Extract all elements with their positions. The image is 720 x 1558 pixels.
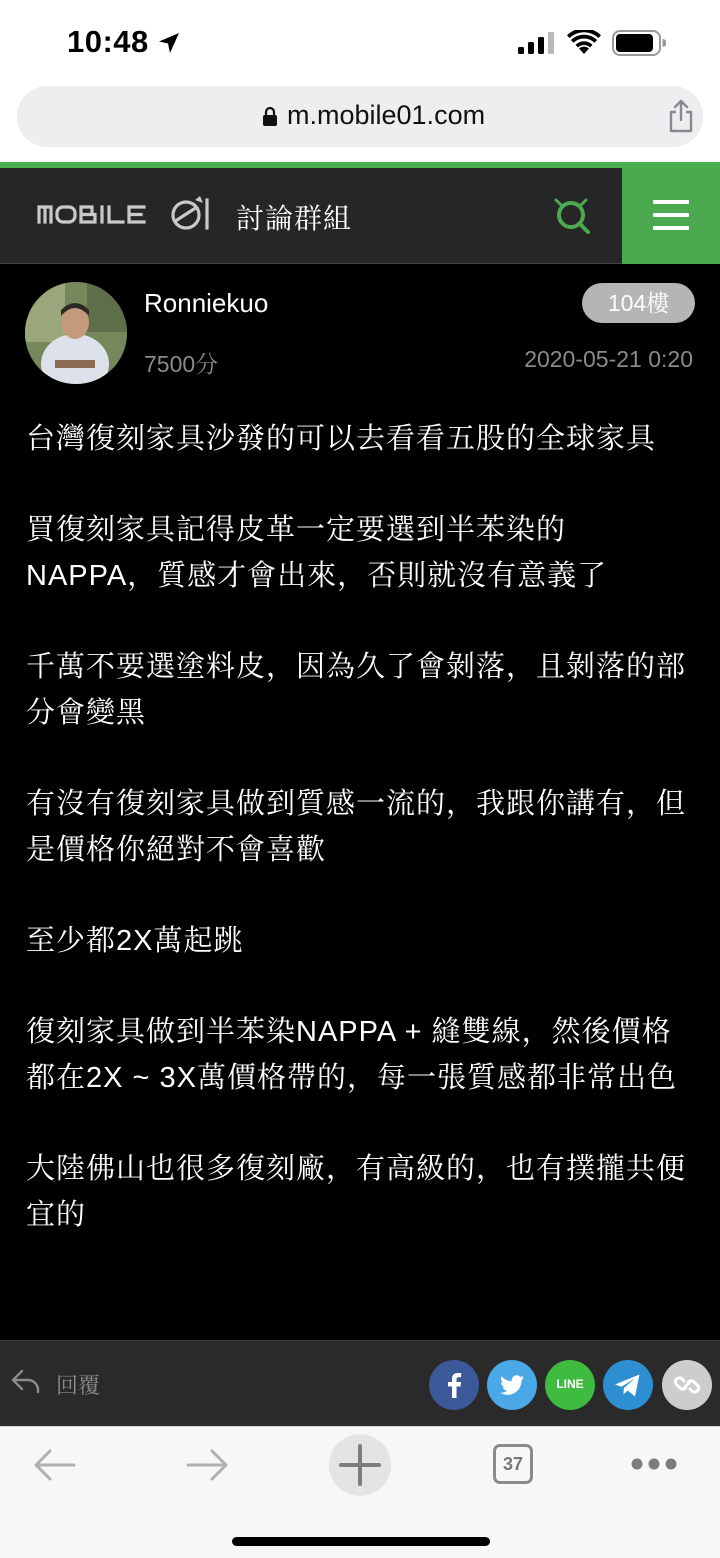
post-date: 2020-05-21 0:20: [524, 346, 693, 372]
reply-icon[interactable]: [10, 1367, 42, 1395]
post: [0, 264, 720, 1340]
home-indicator[interactable]: [232, 1537, 490, 1546]
floor-badge[interactable]: 104樓: [582, 283, 695, 323]
username[interactable]: Ronniekuo: [144, 288, 269, 318]
copy-link-button[interactable]: [662, 1360, 712, 1410]
tabs-button[interactable]: [493, 1444, 533, 1484]
cellular-signal-icon: [518, 32, 556, 54]
tab-count: 37: [502, 1454, 524, 1474]
post-paragraph: 至少都2X萬起跳: [26, 925, 244, 957]
share-icon[interactable]: [667, 99, 695, 133]
lock-icon: [262, 106, 278, 127]
facebook-icon: [429, 1360, 479, 1410]
post-content: [26, 416, 696, 1283]
location-arrow-icon: [157, 31, 181, 55]
twitter-share-button[interactable]: [487, 1360, 537, 1410]
menu-button[interactable]: [622, 168, 720, 264]
forward-arrow-icon[interactable]: [184, 1447, 230, 1483]
search-icon[interactable]: [548, 192, 596, 240]
post-action-bar: [0, 1340, 720, 1426]
twitter-icon: [487, 1360, 537, 1410]
facebook-share-button[interactable]: [429, 1360, 479, 1410]
avatar[interactable]: [25, 282, 127, 384]
avatar-image: [25, 282, 127, 384]
telegram-share-button[interactable]: [603, 1360, 653, 1410]
line-share-button[interactable]: [545, 1360, 595, 1410]
link-icon: [662, 1360, 712, 1410]
status-time: 10:48: [67, 24, 149, 59]
post-paragraph: 千萬不要選塗料皮，因為久了會剝落，且剝落的部分會變黑: [26, 651, 687, 729]
reply-button[interactable]: 回覆: [56, 1373, 101, 1398]
post-paragraph: 買復刻家具記得皮革一定要選到半苯染的NAPPA，質感才會出來，否則就沒有意義了: [26, 514, 608, 592]
wifi-icon: [567, 30, 601, 55]
plus-icon: [329, 1434, 391, 1496]
menu-line: [653, 200, 689, 204]
post-paragraph: 有沒有復刻家具做到質感一流的，我跟你講有，但是價格你絕對不會喜歡: [26, 788, 687, 866]
telegram-icon: [603, 1360, 653, 1410]
menu-line: [653, 213, 689, 217]
site-header: [0, 168, 720, 264]
browser-toolbar: [0, 1426, 720, 1558]
post-paragraph: 大陸佛山也很多復刻廠，有高級的，也有撲攏共便宜的: [26, 1153, 687, 1231]
user-score: 7500分: [144, 351, 219, 377]
mobile01-logo[interactable]: [37, 194, 215, 234]
post-paragraph: 復刻家具做到半苯染NAPPA + 縫雙線，然後價格都在2X ~ 3X萬價格帶的，每一張質感都非常出色: [26, 1016, 677, 1094]
line-icon: LINE: [556, 1377, 584, 1391]
more-options-icon[interactable]: [630, 1457, 678, 1471]
back-arrow-icon[interactable]: [32, 1447, 78, 1483]
status-bar: [0, 0, 720, 84]
post-paragraph: 台灣復刻家具沙發的可以去看看五股的全球家具: [26, 423, 657, 455]
url-text: m.mobile01.com: [287, 100, 486, 130]
new-tab-button[interactable]: [329, 1434, 391, 1496]
section-title[interactable]: 討論群組: [236, 203, 353, 234]
menu-line: [653, 226, 689, 230]
battery-icon: [612, 30, 666, 56]
address-bar[interactable]: [17, 86, 703, 147]
